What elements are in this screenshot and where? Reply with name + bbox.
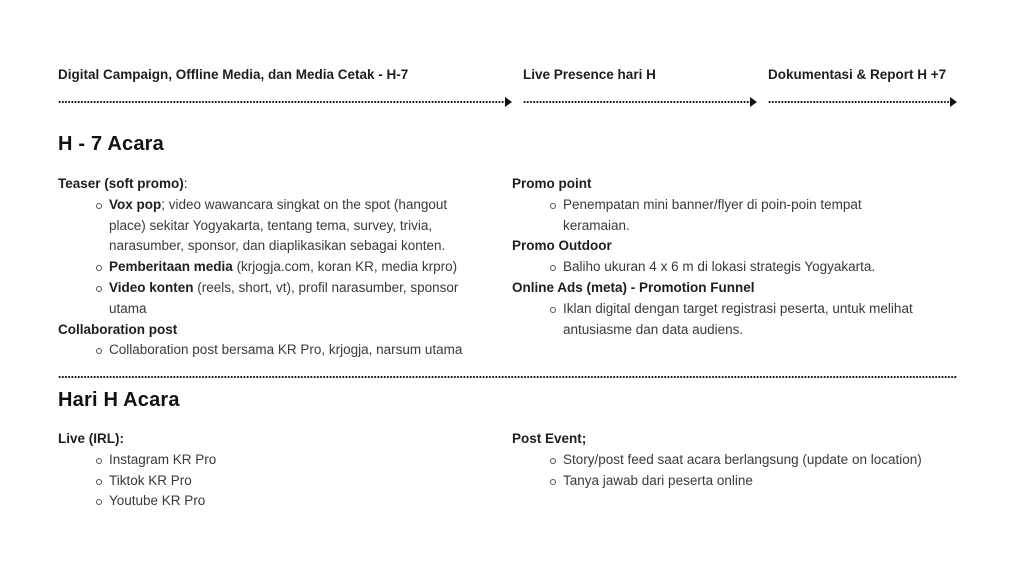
timeline-arrow-report [768,97,958,107]
arrow-head-icon [950,97,957,107]
list-item [109,340,498,361]
bullet-icon [96,479,102,485]
item-text: Tanya jawab dari peserta online [563,472,753,488]
collab-heading: Collaboration post [58,321,178,337]
list-item [563,257,952,278]
live-heading: Live (IRL): [58,431,124,446]
list-item [563,195,908,237]
list-item [563,471,962,492]
promo-outdoor-heading: Promo Outdoor [512,238,612,254]
teaser-list [58,195,498,320]
online-ads-list [512,299,952,341]
item-text: Story/post feed saat acara berlangsung (update on location) [563,451,922,467]
bullet-icon [96,458,102,464]
dotted-line [768,101,950,103]
item-text: Baliho ukuran 4 x 6 m di lokasi strategis Yogyakarta. [563,259,876,275]
dotted-line [523,101,750,103]
promo-point-heading: Promo point [512,176,592,191]
bullet-icon [550,479,556,485]
item-text: Iklan digital dengan target registrasi peserta, untuk melihat antusiasme dan data audiens. [563,300,913,337]
item-text: Tiktok KR Pro [109,472,192,488]
item-text: (reels, short, vt), profil narasumber, sponsor utama [109,279,459,316]
teaser-heading [58,174,498,195]
bullet-icon [550,203,556,209]
timeline-arrow-h7 [58,97,513,107]
hari-h-left-column [58,429,498,512]
item-text: Youtube KR Pro [109,493,206,509]
bullet-icon [550,265,556,271]
bullet-icon [550,458,556,464]
item-bold: Vox pop [109,196,162,212]
section-title-hari-h: Hari H Acara [58,389,180,411]
list-item [109,278,481,320]
promo-point-list [512,195,952,237]
item-text: Instagram KR Pro [109,451,217,467]
item-bold: Video konten [109,279,194,295]
timeline-label-h7: Digital Campaign, Offline Media, dan Media Cetak - H-7 [58,67,409,82]
post-event-heading: Post Event; [512,431,587,446]
bullet-icon [550,307,556,313]
list-item [563,450,962,471]
collab-list [58,340,498,361]
bullet-icon [96,286,102,292]
timeline-label-hari-h: Live Presence hari H [523,67,656,82]
dotted-line [58,101,505,103]
h7-right-column [512,174,952,340]
item-text: Penempatan mini banner/flyer di poin-poin tempat keramaian. [563,196,862,233]
hari-h-right-column [512,429,962,491]
teaser-heading-suffix: : [183,176,188,191]
arrow-head-icon [750,97,757,107]
section-title-h7: H - 7 Acara [58,133,164,155]
bullet-icon [96,265,102,271]
timeline-label-report: Dokumentasi & Report H +7 [768,67,947,82]
teaser-heading-text: Teaser (soft promo) [58,176,184,191]
list-item [109,195,479,257]
bullet-icon [96,203,102,209]
bullet-icon [96,499,102,505]
item-bold: Pemberitaan media [109,259,233,275]
bullet-icon [96,348,102,354]
list-item [109,450,498,471]
post-event-list [512,450,962,492]
timeline-arrow-hari-h [523,97,758,107]
item-text: ; video wawancara singkat on the spot (hangout place) sekitar Yogyakarta, tentang tema, survey, trivia, narasumber, sponsor, dan diaplikasikan sebagai konten. [109,196,448,254]
live-list [58,450,498,512]
list-item [109,471,498,492]
list-item [109,491,498,512]
promo-outdoor-list [512,257,952,278]
list-item [109,257,498,278]
section-divider [58,376,957,378]
arrow-head-icon [505,97,512,107]
item-text: (krjogja.com, koran KR, media krpro) [232,259,458,275]
h7-left-column [58,174,498,361]
online-ads-heading: Online Ads (meta) - Promotion Funnel [512,279,755,295]
list-item [563,299,948,341]
item-text: Collaboration post bersama KR Pro, krjogja, narsum utama [109,342,463,358]
